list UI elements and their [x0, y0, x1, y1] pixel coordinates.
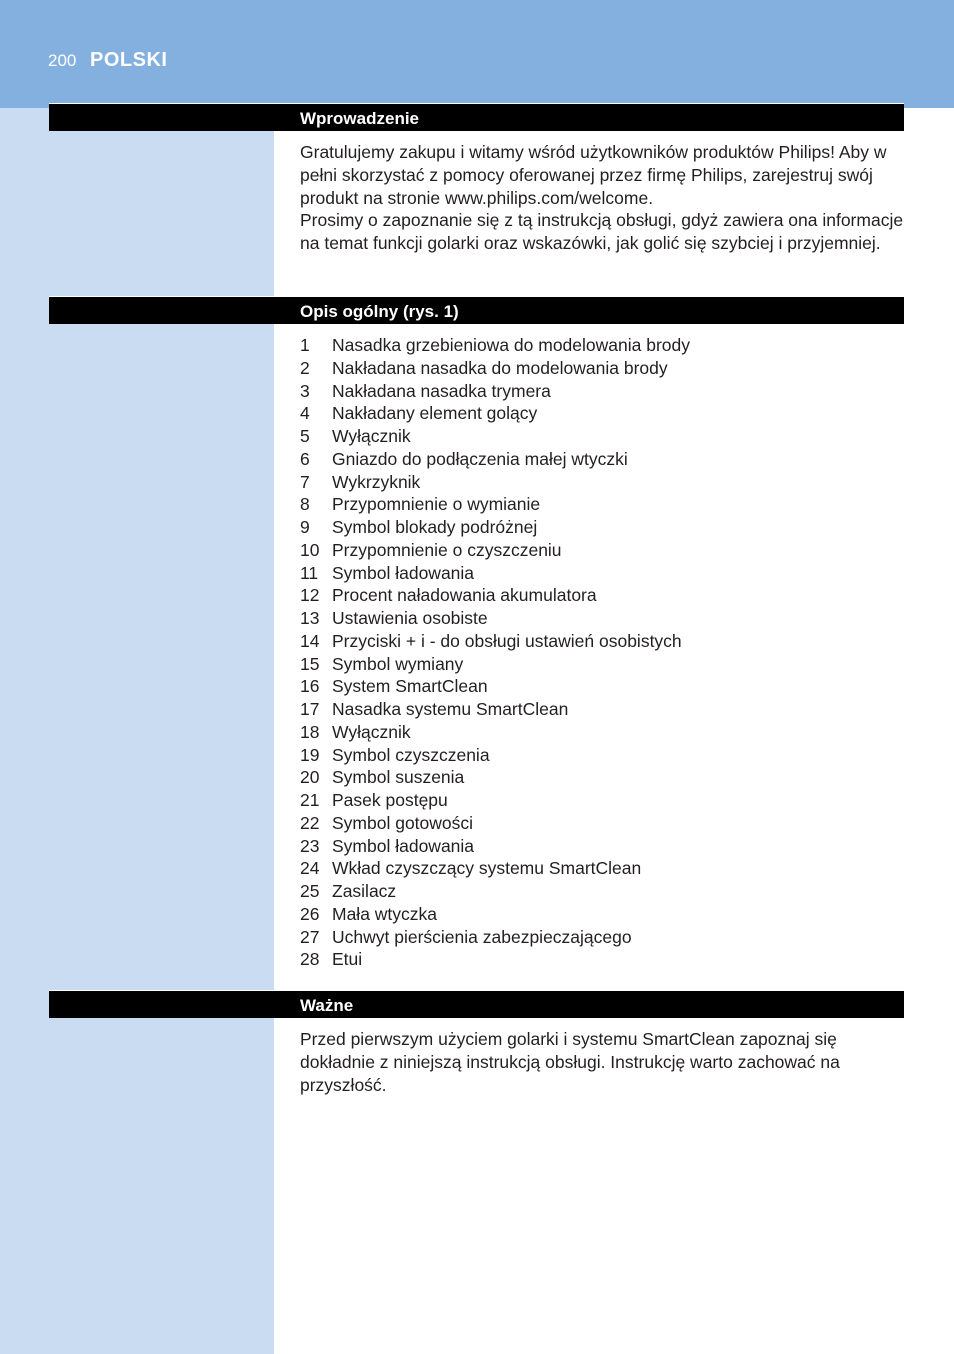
- list-item: [300, 653, 904, 676]
- intro-paragraph: Gratulujemy zakupu i witamy wśród użytkowników produktów Philips! Aby w pełni skorzystać z pomocy oferowanej przez firmę Philips, zarejestruj swój produkt na stronie www.philips.com/welcome.: [300, 142, 887, 208]
- list-item-label: Etui: [332, 949, 363, 970]
- intro-text: [300, 141, 910, 255]
- section-title-intro: Wprowadzenie: [300, 109, 420, 128]
- parts-list: [300, 334, 904, 971]
- list-item-label: Nakładana nasadka trymera: [332, 380, 551, 401]
- list-item: [300, 493, 904, 516]
- list-item-label: Zasilacz: [332, 881, 397, 901]
- list-item: [300, 812, 904, 835]
- list-item-number: 11: [300, 562, 319, 583]
- list-item-label: Nakładany element golący: [332, 403, 538, 424]
- list-item: [300, 835, 904, 858]
- list-item: [300, 857, 904, 880]
- list-item: [300, 744, 904, 767]
- list-item: [300, 675, 904, 698]
- important-text: [300, 1028, 910, 1096]
- list-item-number: 27: [300, 926, 320, 947]
- list-item: [300, 948, 904, 971]
- intro-paragraph: Prosimy o zapoznanie się z tą instrukcją obsługi, gdyż zawiera ona informacje na temat funkcji golarki oraz wskazówki, jak golić się szybciej i przyjemniej.: [300, 210, 904, 254]
- list-item-number: 17: [300, 699, 320, 719]
- list-item-number: 21: [300, 790, 320, 810]
- list-item-number: 3: [300, 380, 310, 401]
- list-item-number: 6: [300, 448, 310, 469]
- list-item-label: Mała wtyczka: [332, 903, 438, 924]
- list-item-label: Wykrzyknik: [332, 471, 421, 492]
- list-item-number: 7: [300, 471, 310, 492]
- list-item-number: 9: [300, 517, 310, 537]
- list-item-label: Uchwyt pierścienia zabezpieczającego: [332, 926, 632, 947]
- list-item-number: 4: [300, 403, 310, 424]
- list-item: [300, 607, 904, 630]
- list-item-number: 28: [300, 949, 320, 970]
- list-item-label: Symbol blokady podróżnej: [332, 517, 538, 537]
- list-item: [300, 789, 904, 812]
- important-paragraph: Przed pierwszym użyciem golarki i systemu SmartClean zapoznaj się dokładnie z niniejszą instrukcją obsługi. Instrukcję warto zachować na przyszłość.: [300, 1029, 840, 1095]
- list-item: [300, 539, 904, 562]
- list-item-label: Wkład czyszczący systemu SmartClean: [332, 858, 642, 879]
- list-item-label: Przyciski + i - do obsługi ustawień osobistych: [332, 630, 682, 651]
- list-item: [300, 334, 904, 357]
- list-item-number: 5: [300, 426, 310, 446]
- list-item-number: 10: [300, 539, 320, 560]
- list-item-number: 20: [300, 767, 320, 788]
- section-title-important: Ważne: [300, 996, 354, 1015]
- list-item-number: 13: [300, 608, 320, 628]
- section-header-intro: [49, 103, 904, 131]
- list-item: [300, 562, 904, 585]
- list-item: [300, 880, 904, 903]
- list-item-label: Symbol ładowania: [332, 562, 475, 583]
- list-item: [300, 425, 904, 448]
- section-header-overview: [49, 296, 904, 324]
- list-item-label: Gniazdo do podłączenia małej wtyczki: [332, 448, 628, 469]
- list-item-number: 23: [300, 835, 320, 856]
- list-item: [300, 926, 904, 949]
- list-item-number: 24: [300, 858, 320, 879]
- page-language-title: POLSKI: [90, 49, 168, 71]
- list-item: [300, 903, 904, 926]
- list-item-number: 15: [300, 653, 320, 674]
- section-title-overview: Opis ogólny (rys. 1): [300, 302, 459, 321]
- list-item-label: Symbol ładowania: [332, 835, 475, 856]
- list-item: [300, 766, 904, 789]
- list-item-label: Przypomnienie o czyszczeniu: [332, 539, 562, 560]
- list-item-number: 19: [300, 744, 320, 765]
- list-item-label: Wyłącznik: [332, 426, 411, 446]
- list-item-number: 26: [300, 903, 320, 924]
- list-item-label: Ustawienia osobiste: [332, 608, 488, 628]
- list-item: [300, 380, 904, 403]
- list-item-number: 25: [300, 881, 320, 901]
- list-item-number: 18: [300, 721, 320, 742]
- list-item-number: 22: [300, 812, 320, 833]
- list-item: [300, 471, 904, 494]
- list-item-number: 1: [300, 335, 310, 355]
- list-item: [300, 584, 904, 607]
- list-item-label: Nasadka systemu SmartClean: [332, 699, 569, 719]
- list-item: [300, 357, 904, 380]
- list-item-number: 2: [300, 357, 310, 378]
- list-item-label: Przypomnienie o wymianie: [332, 494, 541, 515]
- list-item-number: 12: [300, 585, 320, 606]
- list-item: [300, 721, 904, 744]
- list-item-number: 16: [300, 676, 320, 697]
- list-item: [300, 516, 904, 539]
- list-item: [300, 402, 904, 425]
- page-number: 200: [48, 51, 77, 70]
- list-item-number: 8: [300, 494, 310, 515]
- list-item-label: Nakładana nasadka do modelowania brody: [332, 357, 668, 378]
- list-item-label: Symbol gotowości: [332, 812, 474, 833]
- list-item-label: Pasek postępu: [332, 790, 448, 810]
- section-header-important: [49, 990, 904, 1018]
- list-item: [300, 698, 904, 721]
- list-item-label: Nasadka grzebieniowa do modelowania brody: [332, 335, 690, 355]
- list-item-label: System SmartClean: [332, 676, 488, 697]
- list-item: [300, 448, 904, 471]
- list-item-label: Symbol suszenia: [332, 767, 465, 788]
- list-item: [300, 630, 904, 653]
- list-item-number: 14: [300, 630, 320, 651]
- list-item-label: Symbol wymiany: [332, 653, 464, 674]
- list-item-label: Wyłącznik: [332, 721, 411, 742]
- list-item-label: Procent naładowania akumulatora: [332, 585, 597, 606]
- sidebar-band: [0, 108, 274, 1354]
- list-item-label: Symbol czyszczenia: [332, 744, 490, 765]
